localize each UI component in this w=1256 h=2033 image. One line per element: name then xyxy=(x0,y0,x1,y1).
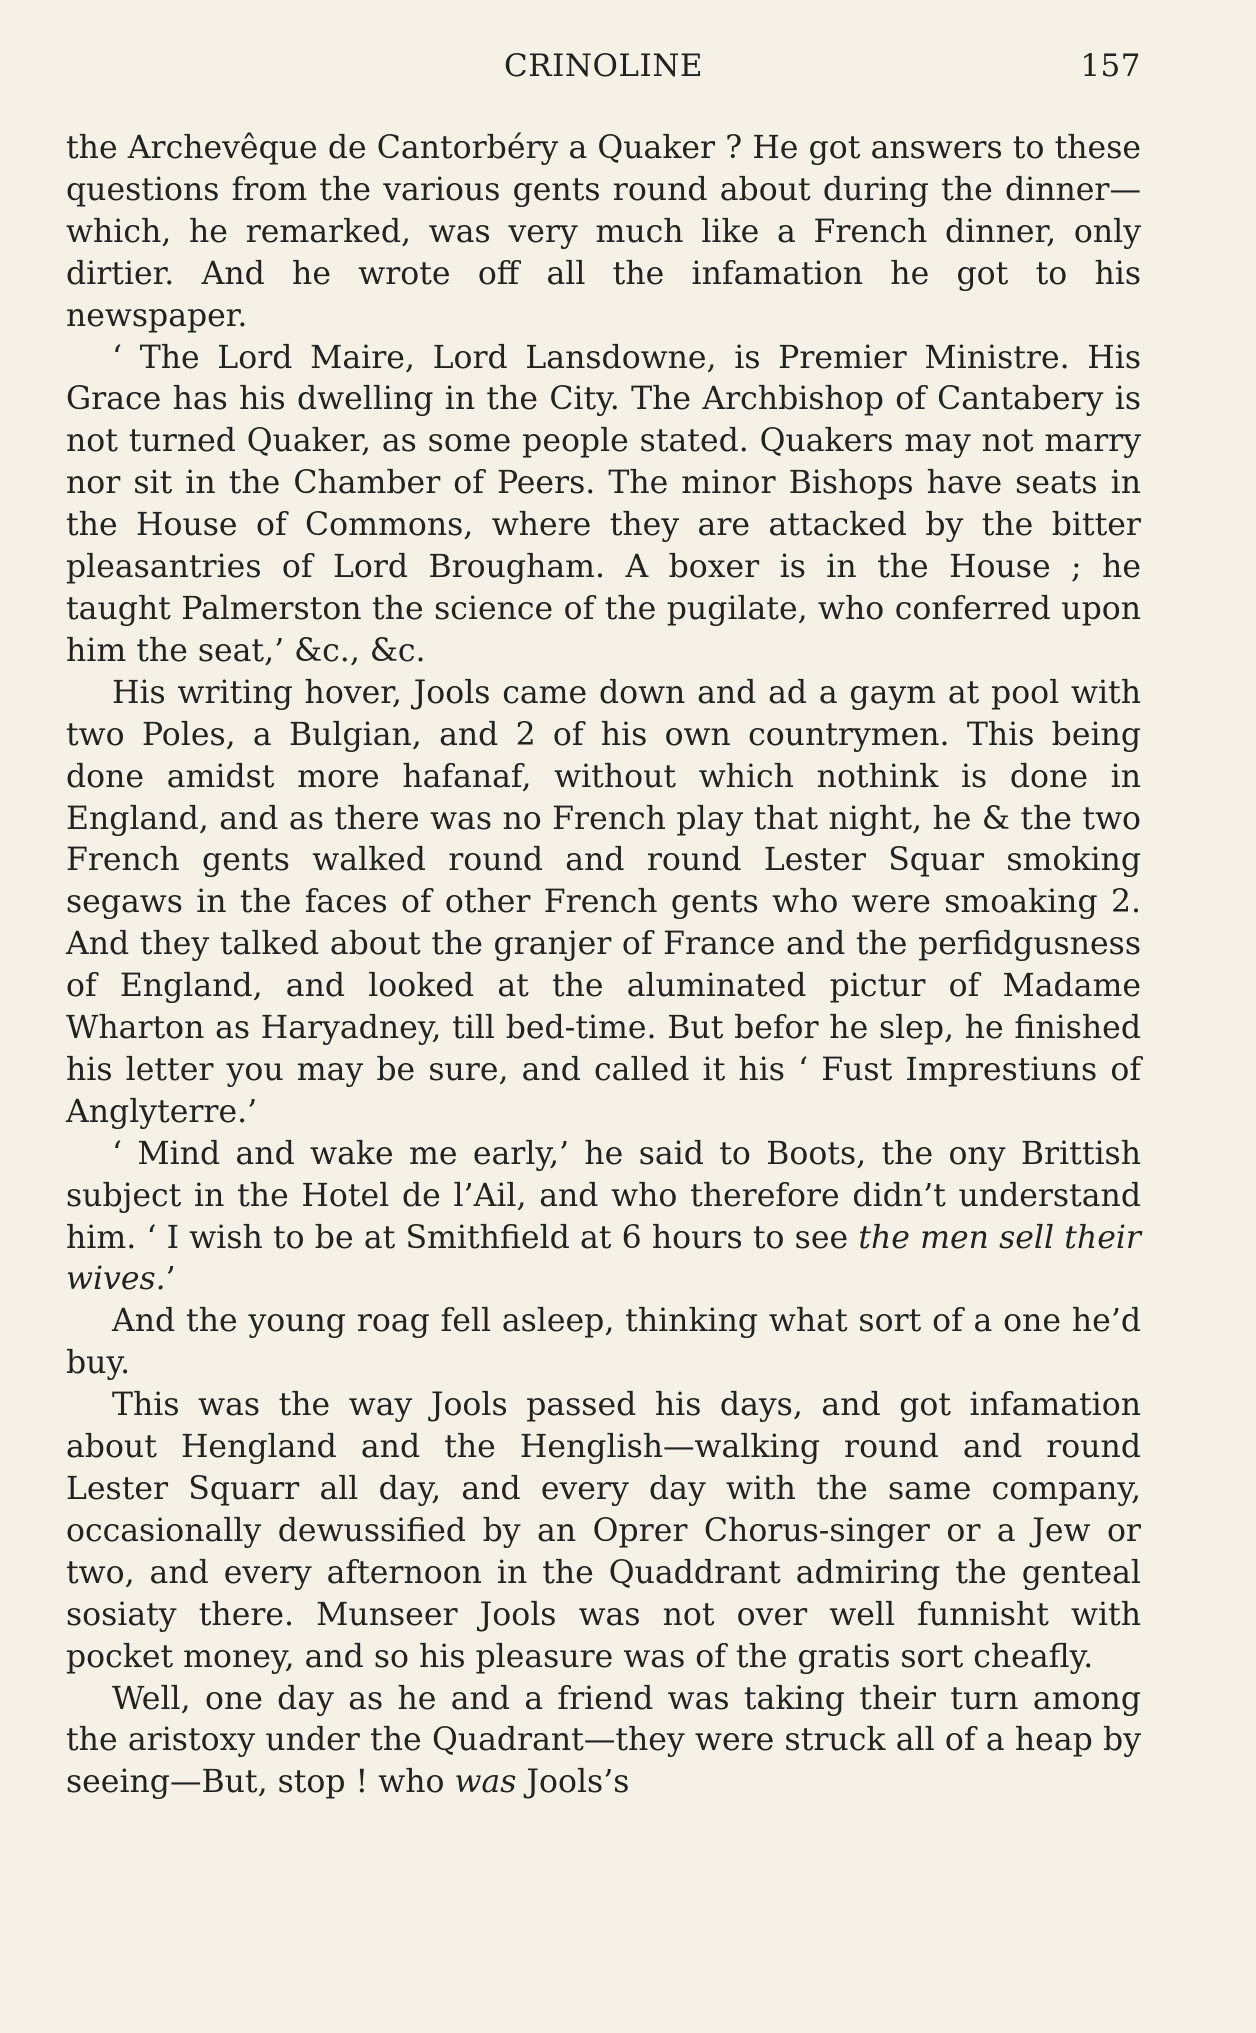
paragraph-7-end: Jools’s xyxy=(516,1764,630,1801)
running-head: CRINOLINE xyxy=(504,48,703,84)
paragraph-2: ‘ The Lord Maire, Lord Lansdowne, is Premier Ministre. His Grace has his dwelling in the City. The Archbishop of Cantabery is not turned Quaker, as some people stated. Quakers may not marry nor sit in the Chamber of Peers. The minor Bishops have seats in the House of Commons, where they are attacked by the bitter pleasantries of Lord Brougham. A boxer is in the House ; he taught Palmerston the science of the pugilate, who conferred upon him the seat,’ &c., &c. xyxy=(66,339,1141,669)
page-header xyxy=(66,48,1141,92)
paragraph-4 xyxy=(66,1134,1141,1302)
paragraph-4-italic: the men sell their wives. xyxy=(66,1219,1141,1298)
body-text xyxy=(66,128,1141,1804)
paragraph-7-text: Well, one day as he and a friend was taking their turn among the aristoxy under the Quadrant—they were struck all of a heap by seeing—But, stop ! who xyxy=(66,1680,1141,1801)
paragraph-4-text: ‘ Mind and wake me early,’ he said to Boots, the ony Brittish subject in the Hotel de l’Ail, and who therefore didn’t understand him. ‘ I wish to be at Smithfield at 6 hours to see xyxy=(66,1135,1141,1256)
paragraph-3: His writing hover, Jools came down and ad a gaym at pool with two Poles, a Bulgian, and 2 of his own countrymen. This being done amidst more hafanaf, without which nothink is done in England, and as there was no French play that night, he & the two French gents walked round and round Lester Squar smoking segaws in the faces of other French gents who were smoaking 2. And they talked about the granjer of France and the perfidgusness of England, and looked at the aluminated pictur of Madame Wharton as Haryadney, till bed-time. But befor he slep, he finished his letter you may be sure, and called it his ‘ Fust Imprestiuns of Anglyterre.’ xyxy=(66,674,1141,1130)
paragraph-7 xyxy=(66,1679,1141,1805)
paragraph-4-close: ’ xyxy=(165,1261,176,1298)
paragraph-5: And the young roag fell asleep, thinking what sort of a one he’d buy. xyxy=(66,1303,1141,1382)
page-number: 157 xyxy=(1080,48,1141,84)
paragraph-7-italic: was xyxy=(454,1764,517,1801)
paragraph-1: the Archevêque de Cantorbéry a Quaker ? He got answers to these questions from the various gents round about during the dinner—which, he remarked, was very much like a French dinner, only dirtier. And he wrote off all the infamation he got to his newspaper. xyxy=(66,130,1141,334)
paragraph-6: This was the way Jools passed his days, and got infamation about Hengland and the Henglish—walking round and round Lester Squarr all day, and every day with the same company, occasionally dewussified by an Oprer Chorus-singer or a Jew or two, and every afternoon in the Quaddrant admiring the genteal sosiaty there. Munseer Jools was not over well funnisht with pocket money, and so his pleasure was of the gratis sort cheafly. xyxy=(66,1387,1141,1675)
